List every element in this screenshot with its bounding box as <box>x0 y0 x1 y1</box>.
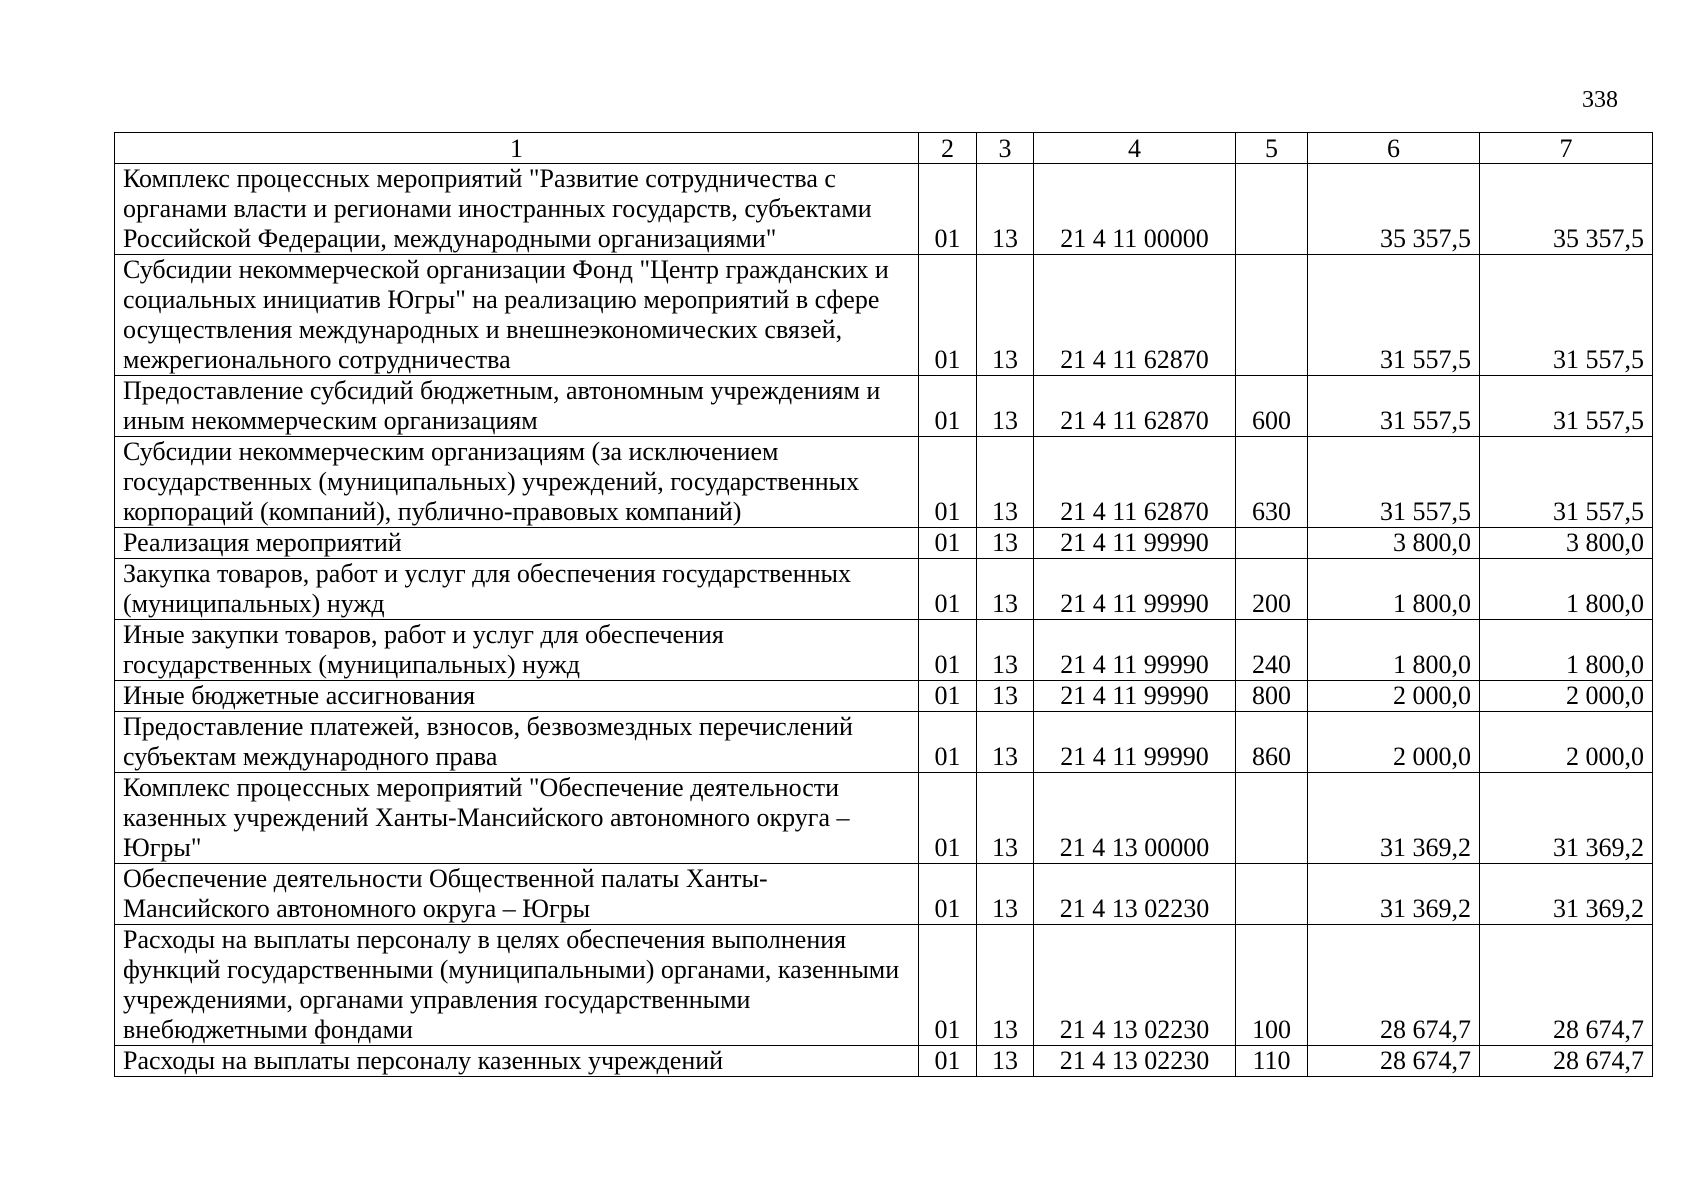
page-number: 338 <box>1582 87 1618 113</box>
table-row <box>115 437 1653 528</box>
subsection-cell: 13 <box>977 255 1034 376</box>
table-row <box>115 712 1653 773</box>
target-article-cell: 21 4 13 02230 <box>1034 1046 1236 1077</box>
row-name-cell: Предоставление субсидий бюджетным, автономным учреждениям и иным некоммерческим организациям <box>115 376 919 437</box>
amount-cell-7: 31 369,2 <box>1480 773 1653 864</box>
budget-table <box>114 132 1653 1077</box>
target-article-cell: 21 4 11 99990 <box>1034 681 1236 712</box>
row-name-cell: Иные бюджетные ассигнования <box>115 681 919 712</box>
subsection-cell: 13 <box>977 864 1034 925</box>
expense-type-cell: 110 <box>1236 1046 1308 1077</box>
section-cell: 01 <box>919 559 977 620</box>
amount-cell-6: 1 800,0 <box>1308 620 1480 681</box>
header-row <box>115 133 1653 164</box>
amount-cell-7: 31 557,5 <box>1480 376 1653 437</box>
subsection-cell: 13 <box>977 437 1034 528</box>
target-article-cell: 21 4 11 62870 <box>1034 376 1236 437</box>
target-article-cell: 21 4 13 02230 <box>1034 925 1236 1046</box>
section-cell: 01 <box>919 773 977 864</box>
target-article-cell: 21 4 11 62870 <box>1034 255 1236 376</box>
row-name-cell: Реализация мероприятий <box>115 528 919 559</box>
row-name-cell: Комплекс процессных мероприятий "Обеспечение деятельности казенных учреждений Ханты-Мансийского автономного округа – Югры" <box>115 773 919 864</box>
amount-cell-7: 28 674,7 <box>1480 1046 1653 1077</box>
row-name-cell: Комплекс процессных мероприятий "Развитие сотрудничества с органами власти и регионами иностранных государств, субъектами Российской Федерации, международными организациями" <box>115 164 919 255</box>
col-header-1: 1 <box>115 133 919 164</box>
amount-cell-6: 31 557,5 <box>1308 437 1480 528</box>
col-header-6: 6 <box>1308 133 1480 164</box>
section-cell: 01 <box>919 864 977 925</box>
amount-cell-7: 35 357,5 <box>1480 164 1653 255</box>
amount-cell-6: 31 557,5 <box>1308 255 1480 376</box>
subsection-cell: 13 <box>977 681 1034 712</box>
amount-cell-6: 2 000,0 <box>1308 681 1480 712</box>
row-name-cell: Расходы на выплаты персоналу в целях обеспечения выполнения функций государственными (муниципальными) органами, казенными учреждениями, органами управления государственными внебюджетными фондами <box>115 925 919 1046</box>
amount-cell-6: 28 674,7 <box>1308 1046 1480 1077</box>
row-name-cell: Иные закупки товаров, работ и услуг для обеспечения государственных (муниципальных) нужд <box>115 620 919 681</box>
section-cell: 01 <box>919 712 977 773</box>
section-cell: 01 <box>919 437 977 528</box>
subsection-cell: 13 <box>977 712 1034 773</box>
section-cell: 01 <box>919 681 977 712</box>
row-name-cell: Расходы на выплаты персоналу казенных учреждений <box>115 1046 919 1077</box>
table-row <box>115 1046 1653 1077</box>
table-row <box>115 376 1653 437</box>
target-article-cell: 21 4 11 99990 <box>1034 559 1236 620</box>
amount-cell-7: 28 674,7 <box>1480 925 1653 1046</box>
target-article-cell: 21 4 11 62870 <box>1034 437 1236 528</box>
target-article-cell: 21 4 11 99990 <box>1034 528 1236 559</box>
expense-type-cell: 240 <box>1236 620 1308 681</box>
table-row <box>115 681 1653 712</box>
target-article-cell: 21 4 11 99990 <box>1034 712 1236 773</box>
expense-type-cell <box>1236 528 1308 559</box>
subsection-cell: 13 <box>977 620 1034 681</box>
amount-cell-6: 31 369,2 <box>1308 773 1480 864</box>
amount-cell-6: 28 674,7 <box>1308 925 1480 1046</box>
amount-cell-7: 31 557,5 <box>1480 255 1653 376</box>
target-article-cell: 21 4 11 00000 <box>1034 164 1236 255</box>
subsection-cell: 13 <box>977 925 1034 1046</box>
expense-type-cell <box>1236 164 1308 255</box>
amount-cell-7: 31 557,5 <box>1480 437 1653 528</box>
expense-type-cell: 800 <box>1236 681 1308 712</box>
table-row <box>115 773 1653 864</box>
subsection-cell: 13 <box>977 528 1034 559</box>
amount-cell-7: 31 369,2 <box>1480 864 1653 925</box>
section-cell: 01 <box>919 1046 977 1077</box>
table-row <box>115 255 1653 376</box>
amount-cell-7: 2 000,0 <box>1480 681 1653 712</box>
amount-cell-6: 31 369,2 <box>1308 864 1480 925</box>
table-row <box>115 559 1653 620</box>
amount-cell-6: 2 000,0 <box>1308 712 1480 773</box>
expense-type-cell: 860 <box>1236 712 1308 773</box>
subsection-cell: 13 <box>977 376 1034 437</box>
subsection-cell: 13 <box>977 164 1034 255</box>
amount-cell-7: 3 800,0 <box>1480 528 1653 559</box>
expense-type-cell: 600 <box>1236 376 1308 437</box>
col-header-3: 3 <box>977 133 1034 164</box>
target-article-cell: 21 4 13 02230 <box>1034 864 1236 925</box>
section-cell: 01 <box>919 925 977 1046</box>
row-name-cell: Субсидии некоммерческим организациям (за исключением государственных (муниципальных) учреждений, государственных корпораций (компаний), публично-правовых компаний) <box>115 437 919 528</box>
section-cell: 01 <box>919 255 977 376</box>
col-header-5: 5 <box>1236 133 1308 164</box>
expense-type-cell <box>1236 773 1308 864</box>
section-cell: 01 <box>919 164 977 255</box>
table-row <box>115 620 1653 681</box>
expense-type-cell: 100 <box>1236 925 1308 1046</box>
expense-type-cell: 630 <box>1236 437 1308 528</box>
table-row <box>115 864 1653 925</box>
amount-cell-7: 1 800,0 <box>1480 559 1653 620</box>
row-name-cell: Предоставление платежей, взносов, безвозмездных перечислений субъектам международного права <box>115 712 919 773</box>
section-cell: 01 <box>919 620 977 681</box>
row-name-cell: Обеспечение деятельности Общественной палаты Ханты-Мансийского автономного округа – Югры <box>115 864 919 925</box>
table-row <box>115 925 1653 1046</box>
subsection-cell: 13 <box>977 559 1034 620</box>
amount-cell-7: 1 800,0 <box>1480 620 1653 681</box>
expense-type-cell: 200 <box>1236 559 1308 620</box>
expense-type-cell <box>1236 255 1308 376</box>
expense-type-cell <box>1236 864 1308 925</box>
amount-cell-7: 2 000,0 <box>1480 712 1653 773</box>
amount-cell-6: 31 557,5 <box>1308 376 1480 437</box>
col-header-4: 4 <box>1034 133 1236 164</box>
target-article-cell: 21 4 11 99990 <box>1034 620 1236 681</box>
section-cell: 01 <box>919 376 977 437</box>
col-header-7: 7 <box>1480 133 1653 164</box>
row-name-cell: Закупка товаров, работ и услуг для обеспечения государственных (муниципальных) нужд <box>115 559 919 620</box>
col-header-2: 2 <box>919 133 977 164</box>
subsection-cell: 13 <box>977 773 1034 864</box>
table-row <box>115 164 1653 255</box>
amount-cell-6: 3 800,0 <box>1308 528 1480 559</box>
table-row <box>115 528 1653 559</box>
subsection-cell: 13 <box>977 1046 1034 1077</box>
amount-cell-6: 1 800,0 <box>1308 559 1480 620</box>
section-cell: 01 <box>919 528 977 559</box>
row-name-cell: Субсидии некоммерческой организации Фонд "Центр гражданских и социальных инициатив Югры" на реализацию мероприятий в сфере осуществления международных и внешнеэкономических связей, межрегионального сотрудничества <box>115 255 919 376</box>
target-article-cell: 21 4 13 00000 <box>1034 773 1236 864</box>
amount-cell-6: 35 357,5 <box>1308 164 1480 255</box>
